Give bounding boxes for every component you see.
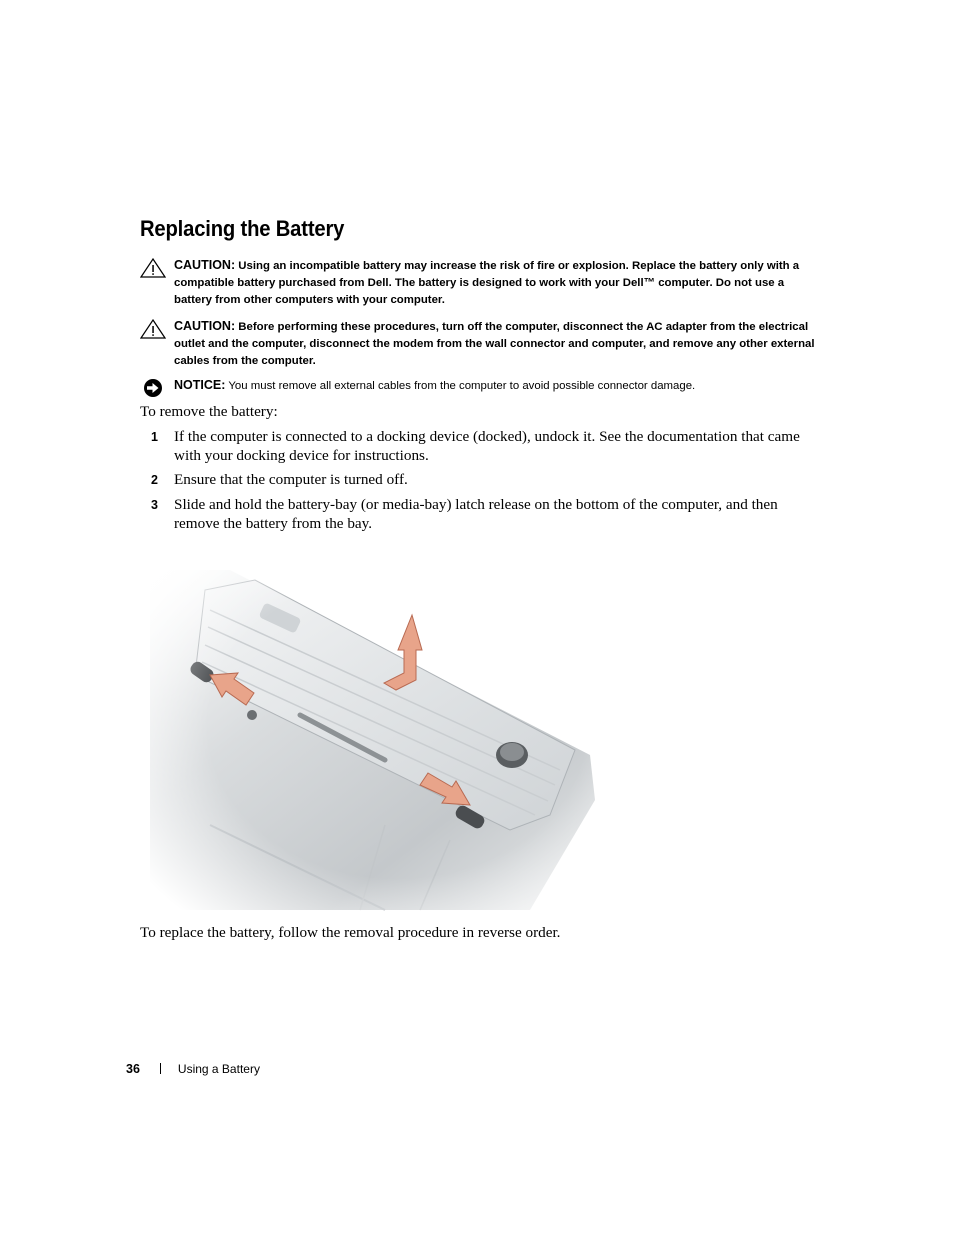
- footer-separator: [160, 1063, 161, 1074]
- outro-text: To replace the battery, follow the removal procedure in reverse order.: [140, 924, 561, 941]
- caution-label: CAUTION:: [174, 258, 236, 272]
- caution-note-1: [140, 257, 816, 309]
- step-2: [140, 470, 816, 489]
- page-number: 36: [126, 1062, 140, 1076]
- battery-removal-illustration: [150, 565, 600, 925]
- step-number: 3: [151, 498, 158, 512]
- notice-text: You must remove all external cables from the computer to avoid possible connector damage.: [228, 380, 696, 392]
- notice-label: NOTICE:: [174, 378, 226, 392]
- caution-note-2: [140, 318, 816, 370]
- caution-label: CAUTION:: [174, 319, 236, 333]
- notice-note: [140, 377, 816, 395]
- intro-text: To remove the battery:: [140, 403, 278, 420]
- page-heading: Replacing the Battery: [140, 216, 345, 241]
- footer-section-title: Using a Battery: [177, 1062, 260, 1076]
- step-text: Slide and hold the battery-bay (or media-bay) latch release on the bottom of the computer, and then remove the battery from the bay.: [174, 496, 778, 532]
- step-text: If the computer is connected to a docking device (docked), undock it. See the documentation that came with your docking device for instructions.: [174, 428, 800, 464]
- warning-triangle-icon: [140, 258, 166, 278]
- step-text: Ensure that the computer is turned off.: [174, 471, 408, 488]
- caution-text: Before performing these procedures, turn off the computer, disconnect the AC adapter from the electrical outlet and the computer, disconnect the modem from the wall connector and computer, and remove any other external cables from the computer.: [174, 321, 815, 367]
- page-footer: [126, 1062, 260, 1076]
- step-3: [140, 495, 816, 533]
- step-number: 1: [151, 430, 158, 444]
- step-number: 2: [151, 473, 158, 487]
- warning-triangle-icon: [140, 319, 166, 339]
- notice-arrow-icon: [140, 378, 166, 398]
- caution-text: Using an incompatible battery may increase the risk of fire or explosion. Replace the battery only with a compatible battery purchased from Dell. The battery is designed to work with your Dell™ computer. Do not use a battery from other computers with your computer.: [174, 260, 800, 306]
- step-1: [140, 427, 816, 465]
